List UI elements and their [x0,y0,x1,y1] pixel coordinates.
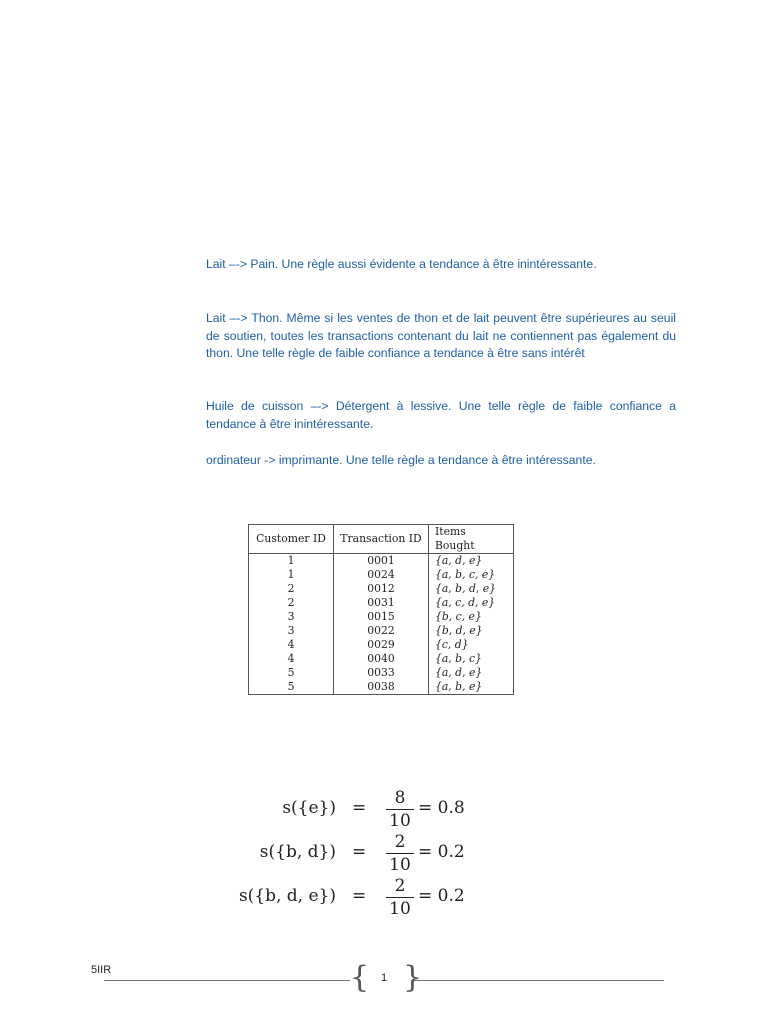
cell-customer-id: 3 [249,610,334,624]
paragraph-lait-thon: Lait –-> Thon. Même si les ventes de thon et de lait peuvent être supérieures au seuil de soutien, toutes les transactions contenant du lait ne contiennent pas également du thon. Une telle règle de faible confiance a tendance à être sans intérêt [206,311,676,361]
table-row [249,554,514,569]
cell-transaction-id: 0033 [334,666,429,680]
table-row [249,624,514,638]
cell-customer-id: 5 [249,666,334,680]
footer-rule-left [104,980,350,981]
paragraph-lait-pain: Lait –-> Pain. Une règle aussi évidente a tendance à être inintéressante. [206,257,597,271]
cell-items-bought: {b, c, e} [429,610,514,624]
table-row [249,680,514,695]
equation-equals: = [352,842,367,862]
equation-result: = 0.2 [418,842,465,862]
equation-result: = 0.8 [418,798,465,818]
cell-transaction-id: 0031 [334,596,429,610]
table-row [249,652,514,666]
cell-customer-id: 1 [249,554,334,569]
equation-result: = 0.2 [418,886,465,906]
cell-items-bought: {a, d, e} [429,666,514,680]
table-row [249,582,514,596]
cell-items-bought: {a, b, c} [429,652,514,666]
fraction-bar [386,809,414,810]
equation-equals: = [352,886,367,906]
cell-customer-id: 2 [249,582,334,596]
cell-transaction-id: 0015 [334,610,429,624]
equation-equals: = [352,798,367,818]
cell-transaction-id: 0029 [334,638,429,652]
fraction-bar [386,897,414,898]
cell-items-bought: {a, d, e} [429,554,514,569]
cell-transaction-id: 0022 [334,624,429,638]
header-customer-id: Customer ID [249,525,334,554]
page-number: 1 [380,972,388,984]
fraction-denominator: 10 [389,811,411,831]
footer-class-label: 5IIR [91,964,112,976]
table-row [249,666,514,680]
cell-items-bought: {c, d} [429,638,514,652]
fraction-denominator: 10 [389,899,411,919]
footer-rule-right [414,980,664,981]
paragraph-huile-detergent: Huile de cuisson –-> Détergent à lessive. Une telle règle de faible confiance a tendance à être inintéressante. [206,399,676,431]
cell-transaction-id: 0040 [334,652,429,666]
fraction-numerator: 8 [394,788,406,808]
header-transaction-id: Transaction ID [334,525,429,554]
equation-fraction [386,876,414,919]
equation-lhs-box [226,798,336,824]
cell-items-bought: {a, b, d, e} [429,582,514,596]
fraction-denominator: 10 [389,855,411,875]
equation-lhs-box [226,886,336,912]
footer-brace-open: { [350,960,370,995]
paragraph-ordinateur-imprimante: ordinateur -> imprimante. Une telle règle a tendance à être intéressante. [206,453,596,467]
cell-items-bought: {a, b, e} [429,680,514,695]
cell-customer-id: 4 [249,638,334,652]
cell-items-bought: {b, d, e} [429,624,514,638]
cell-items-bought: {a, b, c, e} [429,568,514,582]
cell-customer-id: 4 [249,652,334,666]
equation-lhs: s({e}) [282,798,336,818]
cell-items-bought: {a, c, d, e} [429,596,514,610]
equation-fraction [386,788,414,831]
transactions-table [248,524,514,695]
cell-customer-id: 1 [249,568,334,582]
table-header-row [249,525,514,554]
fraction-bar [386,853,414,854]
footer-brace-close: } [403,960,423,995]
cell-customer-id: 5 [249,680,334,695]
cell-transaction-id: 0001 [334,554,429,569]
cell-customer-id: 3 [249,624,334,638]
header-items-bought: Items Bought [429,525,514,554]
table-row [249,610,514,624]
cell-transaction-id: 0038 [334,680,429,695]
table-row [249,596,514,610]
equation-lhs: s({b, d}) [259,842,336,862]
cell-customer-id: 2 [249,596,334,610]
table-row [249,568,514,582]
fraction-numerator: 2 [394,876,406,896]
table-row [249,638,514,652]
equation-lhs: s({b, d, e}) [238,886,336,906]
cell-transaction-id: 0024 [334,568,429,582]
transactions-table-wrapper [248,524,514,695]
fraction-numerator: 2 [394,832,406,852]
equation-fraction [386,832,414,875]
cell-transaction-id: 0012 [334,582,429,596]
equation-lhs-box [226,842,336,868]
